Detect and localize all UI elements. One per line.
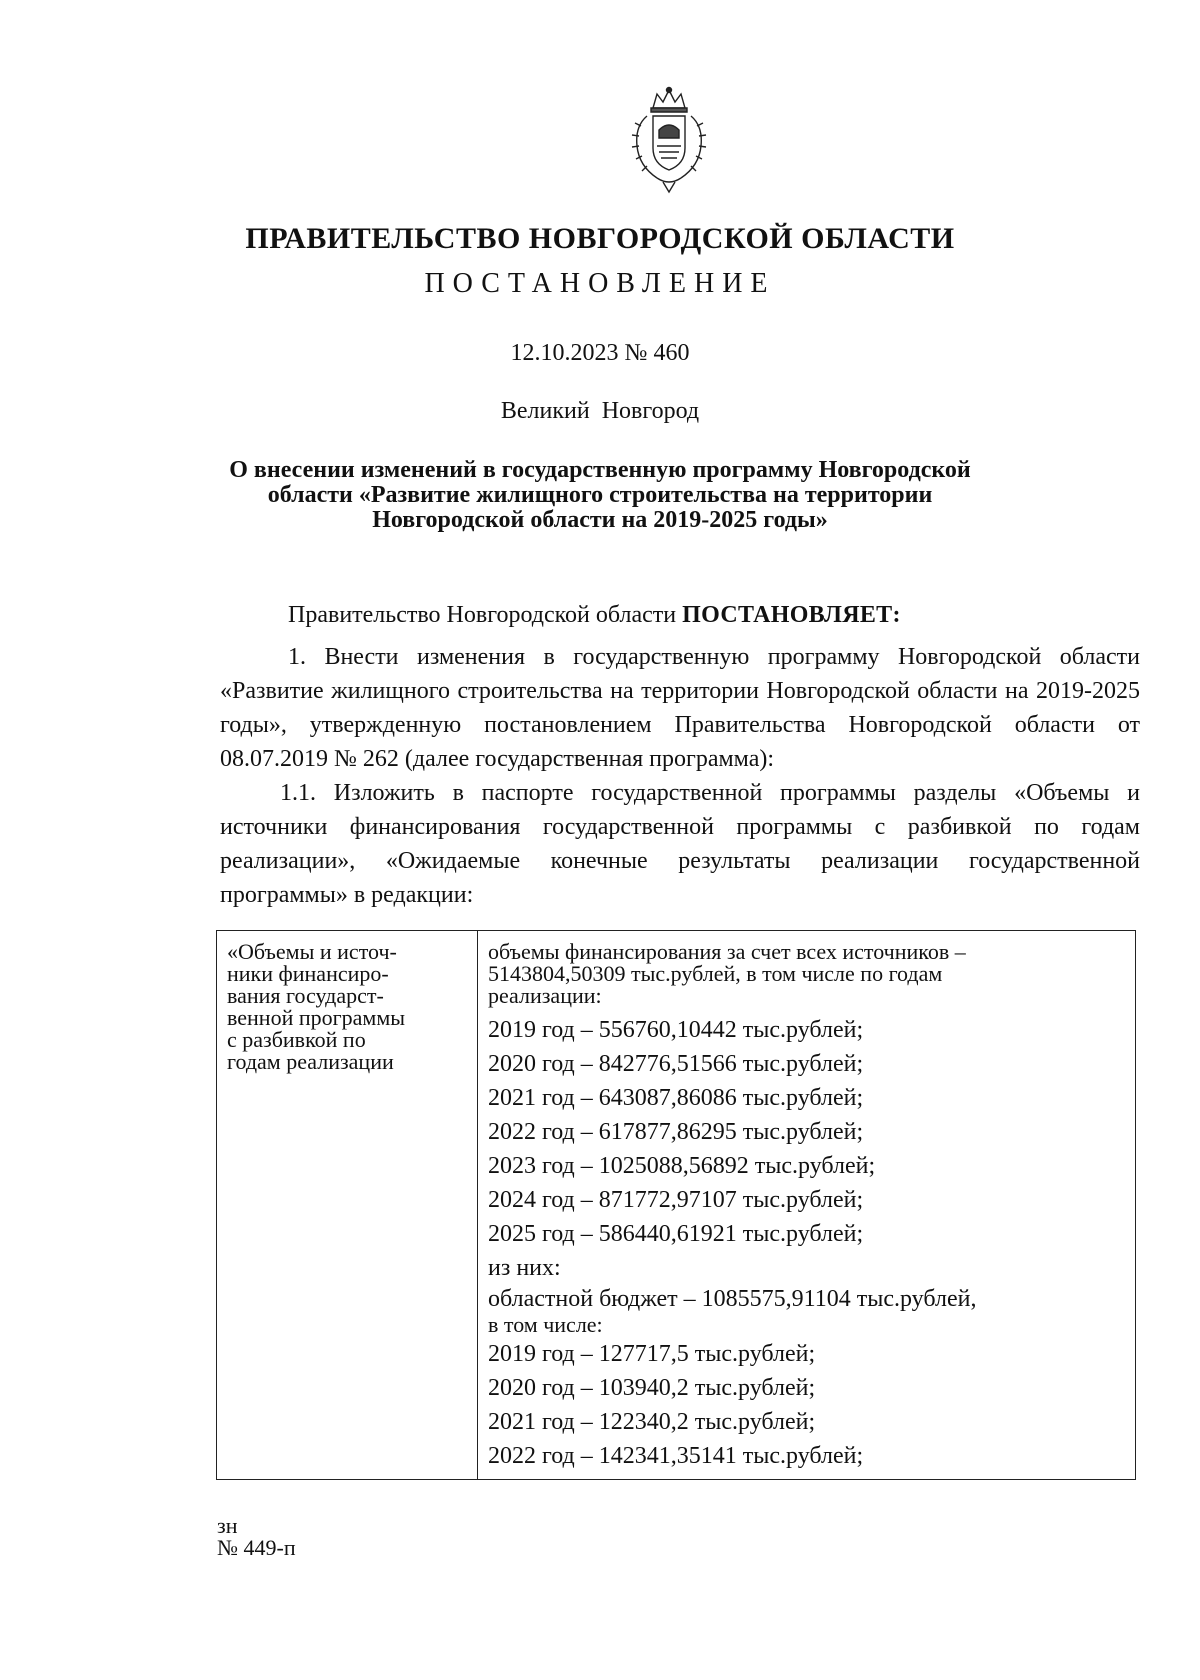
total-funding-intro (488, 941, 1127, 1007)
subject-line: О внесении изменений в государственную программу Новгородской (229, 457, 971, 483)
total-year-line: 2021 год – 643087,86086 тыс.рублей; (488, 1085, 864, 1111)
of-them-label: из них: (488, 1255, 561, 1281)
novgorod-coat-of-arms-icon (623, 86, 716, 195)
label-line: вания государст- (227, 983, 384, 1008)
table-row (217, 931, 1136, 1480)
total-year-line: 2024 год – 871772,97107 тыс.рублей; (488, 1187, 864, 1213)
total-year-line: 2025 год – 586440,61921 тыс.рублей; (488, 1221, 864, 1247)
subject-line: Новгородской области на 2019-2025 годы» (372, 507, 828, 533)
label-line: «Объемы и источ- (227, 939, 397, 964)
paragraph-1-1: 1.1. Изложить в паспорте государственной программы разделы «Объемы и источники финансирования государственной программы с разбивкой по годам реализации», «Ожидаемые конечные результаты реализации государственной программы» в редакции: (220, 780, 1140, 908)
draft-number: № 449-п (217, 1535, 296, 1560)
paragraph-1: 1. Внести изменения в государственную программу Новгородской области «Развитие жилищного строительства на территории Новгородской области на 2019-2025 годы», утвержденную постановлением Правительства Новгородской области от 08.07.2019 № 262 (далее государственная программа): (220, 644, 1140, 772)
lead-resolves: ПОСТАНОВЛЯЕТ: (682, 602, 901, 628)
document-city: Великий Новгород (500, 398, 700, 424)
table-label-cell (217, 931, 478, 1480)
regional-year-line: 2020 год – 103940,2 тыс.рублей; (488, 1375, 816, 1401)
intro-line: 5143804,50309 тыс.рублей, в том числе по годам (488, 961, 943, 986)
document-type: ПОСТАНОВЛЕНИЕ (424, 268, 776, 299)
table-value-cell (478, 931, 1136, 1480)
regional-year-line: 2021 год – 122340,2 тыс.рублей; (488, 1409, 816, 1435)
regional-year-line: 2019 год – 127717,5 тыс.рублей; (488, 1341, 816, 1367)
regional-year-line: 2022 год – 142341,35141 тыс.рублей; (488, 1443, 864, 1469)
intro-line: реализации: (488, 983, 602, 1008)
lead-text: Правительство Новгородской области (288, 602, 677, 628)
regional-budget-sub: в том числе: (488, 1312, 603, 1337)
document-subject (0, 458, 1200, 533)
passport-table (216, 930, 1136, 1480)
label-line: ники финансиро- (227, 961, 389, 986)
total-year-line: 2019 год – 556760,10442 тыс.рублей; (488, 1017, 864, 1043)
label-line: с разбивкой по (227, 1027, 366, 1052)
document-footer (217, 1515, 296, 1559)
subject-line: области «Развитие жилищного строительства на территории (267, 482, 933, 508)
document-date-number: 12.10.2023 № 460 (510, 340, 690, 366)
government-title: ПРАВИТЕЛЬСТВО НОВГОРОДСКОЙ ОБЛАСТИ (245, 222, 955, 255)
label-line: венной программы (227, 1005, 406, 1030)
label-line: годам реализации (227, 1049, 394, 1074)
total-year-line: 2022 год – 617877,86295 тыс.рублей; (488, 1119, 864, 1145)
intro-line: объемы финансирования за счет всех источников – (488, 939, 966, 964)
executor-initials: зн (217, 1513, 238, 1538)
regional-budget-line: областной бюджет – 1085575,91104 тыс.рублей, (488, 1286, 977, 1312)
resolution-lead (220, 598, 1140, 632)
total-year-line: 2023 год – 1025088,56892 тыс.рублей; (488, 1153, 876, 1179)
total-year-line: 2020 год – 842776,51566 тыс.рублей; (488, 1051, 864, 1077)
